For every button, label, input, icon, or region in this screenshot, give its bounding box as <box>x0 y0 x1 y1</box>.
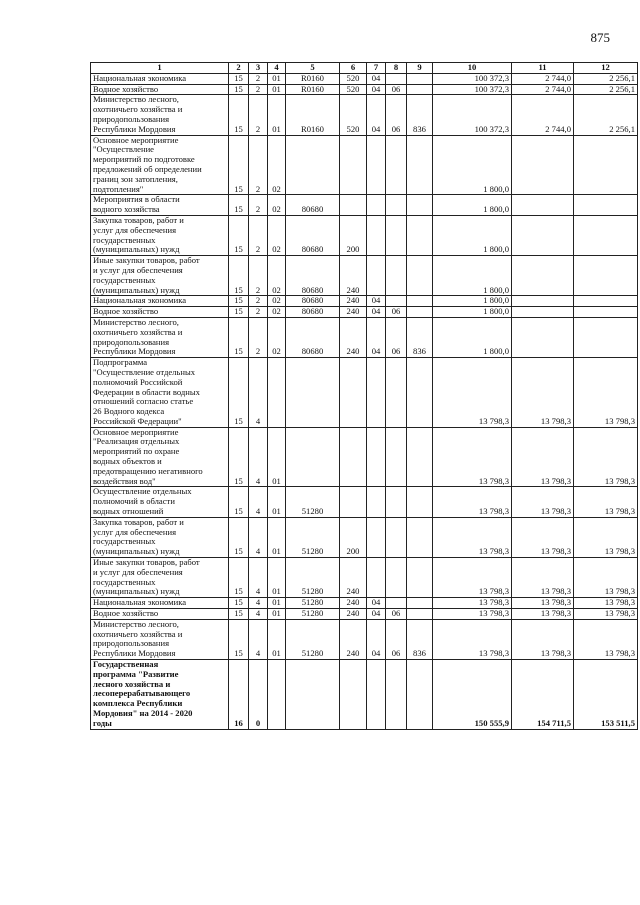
row-value-cell: 13 798,3 <box>574 427 638 487</box>
row-value-cell <box>268 358 286 428</box>
row-value-cell: 1 800,0 <box>433 195 512 216</box>
row-value-cell <box>367 256 386 296</box>
row-value-cell: 04 <box>367 84 386 95</box>
row-value-cell: 15 <box>229 256 249 296</box>
row-value-cell: 02 <box>268 296 286 307</box>
row-value-cell: 2 256,1 <box>574 73 638 84</box>
row-value-cell: 13 798,3 <box>512 487 574 517</box>
header-cell: 8 <box>386 63 407 74</box>
table-row <box>91 195 638 216</box>
row-value-cell: 13 798,3 <box>433 598 512 609</box>
row-value-cell: 80680 <box>286 317 340 357</box>
row-value-cell: 01 <box>268 558 286 598</box>
row-value-cell: 15 <box>229 619 249 659</box>
row-value-cell: 1 800,0 <box>433 296 512 307</box>
row-value-cell <box>574 215 638 255</box>
row-value-cell <box>386 73 407 84</box>
row-name-cell: Министерство лесного, охотничьего хозяйства и природопользования Республики Мордовия <box>91 95 229 135</box>
row-value-cell: 13 798,3 <box>433 358 512 428</box>
row-name-cell: Закупка товаров, работ и услуг для обеспечения государственных (муниципальных) нужд <box>91 215 229 255</box>
row-value-cell <box>407 256 433 296</box>
row-value-cell: 2 <box>249 95 268 135</box>
row-value-cell: 4 <box>249 427 268 487</box>
row-value-cell: 100 372,3 <box>433 73 512 84</box>
row-value-cell <box>386 135 407 195</box>
table-row <box>91 427 638 487</box>
row-value-cell <box>512 195 574 216</box>
table-row <box>91 609 638 620</box>
row-value-cell <box>386 517 407 557</box>
row-value-cell: 15 <box>229 307 249 318</box>
row-value-cell: 15 <box>229 427 249 487</box>
row-value-cell: 06 <box>386 609 407 620</box>
row-value-cell: 13 798,3 <box>433 609 512 620</box>
table-row <box>91 73 638 84</box>
row-value-cell: 240 <box>340 256 367 296</box>
header-cell: 3 <box>249 63 268 74</box>
row-value-cell: 15 <box>229 517 249 557</box>
row-value-cell: 4 <box>249 609 268 620</box>
row-value-cell: 06 <box>386 317 407 357</box>
row-value-cell: 13 798,3 <box>574 619 638 659</box>
row-value-cell: 80680 <box>286 256 340 296</box>
row-name-cell: Иные закупки товаров, работ и услуг для обеспечения государственных (муниципальных) нужд <box>91 256 229 296</box>
header-cell: 11 <box>512 63 574 74</box>
row-value-cell: 15 <box>229 487 249 517</box>
row-value-cell: 2 <box>249 256 268 296</box>
table-row <box>91 598 638 609</box>
row-value-cell: 13 798,3 <box>512 619 574 659</box>
header-cell: 10 <box>433 63 512 74</box>
row-value-cell: 80680 <box>286 215 340 255</box>
table-body <box>91 73 638 729</box>
row-value-cell <box>574 135 638 195</box>
row-value-cell <box>386 358 407 428</box>
row-value-cell <box>386 558 407 598</box>
row-value-cell: 4 <box>249 619 268 659</box>
row-value-cell: 04 <box>367 598 386 609</box>
row-value-cell <box>407 215 433 255</box>
row-value-cell: 51280 <box>286 609 340 620</box>
row-value-cell: 01 <box>268 619 286 659</box>
row-value-cell: 51280 <box>286 598 340 609</box>
table-row <box>91 358 638 428</box>
row-value-cell <box>386 660 407 730</box>
row-name-cell: Иные закупки товаров, работ и услуг для обеспечения государственных (муниципальных) нужд <box>91 558 229 598</box>
row-value-cell <box>367 487 386 517</box>
row-value-cell <box>367 558 386 598</box>
row-value-cell: 240 <box>340 307 367 318</box>
page-number: 875 <box>590 30 610 45</box>
row-value-cell <box>407 296 433 307</box>
row-value-cell: 4 <box>249 487 268 517</box>
row-value-cell: 06 <box>386 95 407 135</box>
row-value-cell <box>340 660 367 730</box>
row-value-cell: 04 <box>367 619 386 659</box>
row-value-cell: 01 <box>268 95 286 135</box>
row-value-cell: 13 798,3 <box>433 517 512 557</box>
row-name-cell: Подпрограмма "Осуществление отдельных полномочий Российской Федерации в области водных отношений согласно статье 26 Водного кодекса Российской Федерации" <box>91 358 229 428</box>
row-value-cell: 240 <box>340 296 367 307</box>
row-value-cell <box>367 358 386 428</box>
table-header-row <box>91 63 638 74</box>
row-value-cell: 51280 <box>286 619 340 659</box>
row-value-cell: 200 <box>340 215 367 255</box>
row-value-cell: 80680 <box>286 195 340 216</box>
row-value-cell: 15 <box>229 215 249 255</box>
row-value-cell <box>407 558 433 598</box>
row-value-cell <box>367 660 386 730</box>
row-name-cell: Водное хозяйство <box>91 84 229 95</box>
row-value-cell <box>407 660 433 730</box>
table-row <box>91 215 638 255</box>
row-value-cell <box>407 84 433 95</box>
budget-table <box>90 62 638 730</box>
row-value-cell: 13 798,3 <box>512 358 574 428</box>
row-value-cell <box>286 358 340 428</box>
row-value-cell <box>367 195 386 216</box>
row-value-cell: 2 744,0 <box>512 84 574 95</box>
row-value-cell: 2 <box>249 73 268 84</box>
row-value-cell <box>512 317 574 357</box>
row-value-cell <box>340 487 367 517</box>
row-name-cell: Национальная экономика <box>91 598 229 609</box>
row-name-cell: Водное хозяйство <box>91 609 229 620</box>
row-value-cell: 15 <box>229 296 249 307</box>
row-value-cell <box>367 215 386 255</box>
row-value-cell: 15 <box>229 135 249 195</box>
row-value-cell: 15 <box>229 558 249 598</box>
row-value-cell: 2 744,0 <box>512 73 574 84</box>
row-value-cell: 13 798,3 <box>512 558 574 598</box>
row-value-cell: 01 <box>268 84 286 95</box>
row-value-cell: 04 <box>367 95 386 135</box>
row-value-cell <box>512 256 574 296</box>
row-value-cell: 836 <box>407 619 433 659</box>
row-name-cell: Национальная экономика <box>91 296 229 307</box>
row-value-cell: 16 <box>229 660 249 730</box>
row-value-cell: 80680 <box>286 296 340 307</box>
row-name-cell: Осуществление отдельных полномочий в области водных отношений <box>91 487 229 517</box>
header-cell: 6 <box>340 63 367 74</box>
row-value-cell: 4 <box>249 358 268 428</box>
row-name-cell: Водное хозяйство <box>91 307 229 318</box>
row-value-cell: R0160 <box>286 73 340 84</box>
row-value-cell: 1 800,0 <box>433 135 512 195</box>
row-value-cell: 520 <box>340 95 367 135</box>
row-value-cell: 100 372,3 <box>433 84 512 95</box>
row-value-cell: 240 <box>340 558 367 598</box>
row-value-cell: 01 <box>268 598 286 609</box>
row-value-cell: 2 <box>249 84 268 95</box>
table-row <box>91 517 638 557</box>
row-value-cell <box>386 598 407 609</box>
row-value-cell: 51280 <box>286 487 340 517</box>
row-value-cell <box>574 296 638 307</box>
table-row <box>91 135 638 195</box>
row-value-cell: 154 711,5 <box>512 660 574 730</box>
row-value-cell <box>574 256 638 296</box>
row-value-cell <box>386 427 407 487</box>
row-value-cell <box>407 307 433 318</box>
row-value-cell: 4 <box>249 517 268 557</box>
row-value-cell <box>574 317 638 357</box>
row-value-cell: 13 798,3 <box>512 517 574 557</box>
row-name-cell: Национальная экономика <box>91 73 229 84</box>
row-value-cell: 2 <box>249 135 268 195</box>
row-value-cell <box>407 427 433 487</box>
table-row <box>91 256 638 296</box>
row-value-cell: 1 800,0 <box>433 215 512 255</box>
row-value-cell: 13 798,3 <box>512 598 574 609</box>
row-value-cell: R0160 <box>286 84 340 95</box>
row-value-cell: 2 744,0 <box>512 95 574 135</box>
row-value-cell <box>386 215 407 255</box>
row-value-cell: 13 798,3 <box>574 517 638 557</box>
header-cell: 1 <box>91 63 229 74</box>
table-row <box>91 84 638 95</box>
row-value-cell: 2 <box>249 195 268 216</box>
row-value-cell: 06 <box>386 619 407 659</box>
row-value-cell: 01 <box>268 73 286 84</box>
row-value-cell: 13 798,3 <box>574 558 638 598</box>
row-value-cell: 13 798,3 <box>574 487 638 517</box>
header-cell: 7 <box>367 63 386 74</box>
row-value-cell: 520 <box>340 84 367 95</box>
row-value-cell: 06 <box>386 84 407 95</box>
row-value-cell <box>340 135 367 195</box>
row-value-cell <box>286 135 340 195</box>
row-value-cell: 2 <box>249 215 268 255</box>
row-value-cell: 13 798,3 <box>433 619 512 659</box>
row-value-cell <box>407 517 433 557</box>
row-value-cell: 15 <box>229 358 249 428</box>
row-value-cell: 80680 <box>286 307 340 318</box>
row-value-cell <box>407 598 433 609</box>
header-cell: 4 <box>268 63 286 74</box>
row-value-cell <box>386 256 407 296</box>
row-value-cell: 01 <box>268 427 286 487</box>
row-value-cell <box>512 135 574 195</box>
row-value-cell: 51280 <box>286 517 340 557</box>
row-value-cell: 15 <box>229 73 249 84</box>
row-value-cell: 200 <box>340 517 367 557</box>
row-name-cell: Министерство лесного, охотничьего хозяйства и природопользования Республики Мордовия <box>91 317 229 357</box>
row-value-cell <box>268 660 286 730</box>
row-value-cell: 2 256,1 <box>574 95 638 135</box>
row-value-cell: 15 <box>229 598 249 609</box>
row-value-cell: 2 <box>249 317 268 357</box>
row-value-cell: 02 <box>268 135 286 195</box>
table-row <box>91 296 638 307</box>
row-value-cell: 240 <box>340 317 367 357</box>
row-name-cell: Государственная программа "Развитие лесного хозяйства и лесоперерабатывающего комплекса Республики Мордовия" на 2014 - 2020 годы <box>91 660 229 730</box>
table-row <box>91 558 638 598</box>
table-row <box>91 619 638 659</box>
row-value-cell: 520 <box>340 73 367 84</box>
row-value-cell <box>512 296 574 307</box>
row-value-cell: 4 <box>249 558 268 598</box>
row-value-cell: 02 <box>268 195 286 216</box>
row-value-cell: 0 <box>249 660 268 730</box>
row-value-cell: 15 <box>229 195 249 216</box>
row-value-cell: 01 <box>268 487 286 517</box>
row-value-cell <box>367 135 386 195</box>
row-value-cell <box>340 195 367 216</box>
table-row <box>91 487 638 517</box>
row-value-cell <box>367 427 386 487</box>
row-value-cell: 1 800,0 <box>433 317 512 357</box>
row-value-cell: 04 <box>367 307 386 318</box>
row-value-cell: 153 511,5 <box>574 660 638 730</box>
row-value-cell <box>512 307 574 318</box>
row-value-cell: 02 <box>268 317 286 357</box>
row-value-cell: 240 <box>340 619 367 659</box>
row-value-cell: 15 <box>229 609 249 620</box>
row-value-cell <box>286 427 340 487</box>
row-value-cell: 04 <box>367 609 386 620</box>
row-name-cell: Основное мероприятие "Осуществление мероприятий по подготовке предложений об определении границ зон затопления, подтопления" <box>91 135 229 195</box>
row-value-cell <box>386 487 407 517</box>
row-value-cell: 13 798,3 <box>433 487 512 517</box>
row-value-cell: 2 <box>249 307 268 318</box>
row-value-cell: 15 <box>229 95 249 135</box>
row-value-cell: 13 798,3 <box>433 427 512 487</box>
row-value-cell: 01 <box>268 609 286 620</box>
header-cell: 5 <box>286 63 340 74</box>
row-value-cell: 51280 <box>286 558 340 598</box>
row-value-cell: 04 <box>367 73 386 84</box>
row-value-cell: 02 <box>268 256 286 296</box>
row-value-cell: 04 <box>367 317 386 357</box>
row-value-cell: 15 <box>229 317 249 357</box>
table-row <box>91 317 638 357</box>
row-value-cell: 13 798,3 <box>574 609 638 620</box>
row-value-cell: 01 <box>268 517 286 557</box>
row-value-cell <box>407 358 433 428</box>
table-row <box>91 660 638 730</box>
row-value-cell <box>340 427 367 487</box>
header-cell: 12 <box>574 63 638 74</box>
row-value-cell: 100 372,3 <box>433 95 512 135</box>
row-value-cell: 2 <box>249 296 268 307</box>
row-value-cell <box>407 135 433 195</box>
row-value-cell <box>386 296 407 307</box>
row-value-cell: 02 <box>268 307 286 318</box>
row-value-cell: 02 <box>268 215 286 255</box>
row-value-cell: 150 555,9 <box>433 660 512 730</box>
row-value-cell <box>407 73 433 84</box>
row-value-cell <box>367 517 386 557</box>
header-cell: 9 <box>407 63 433 74</box>
row-value-cell <box>407 487 433 517</box>
row-name-cell: Основное мероприятие "Реализация отдельных мероприятий по охране водных объектов и предотвращению негативного воздействия вод" <box>91 427 229 487</box>
row-value-cell: 240 <box>340 598 367 609</box>
row-value-cell: 836 <box>407 95 433 135</box>
row-name-cell: Закупка товаров, работ и услуг для обеспечения государственных (муниципальных) нужд <box>91 517 229 557</box>
row-value-cell <box>407 195 433 216</box>
table-row <box>91 307 638 318</box>
row-name-cell: Мероприятия в области водного хозяйства <box>91 195 229 216</box>
row-value-cell: 13 798,3 <box>574 358 638 428</box>
row-value-cell: 1 800,0 <box>433 307 512 318</box>
row-value-cell <box>340 358 367 428</box>
row-value-cell: 4 <box>249 598 268 609</box>
row-value-cell <box>386 195 407 216</box>
row-value-cell: 13 798,3 <box>512 427 574 487</box>
row-value-cell <box>574 195 638 216</box>
row-value-cell: 06 <box>386 307 407 318</box>
row-value-cell: 2 256,1 <box>574 84 638 95</box>
header-cell: 2 <box>229 63 249 74</box>
row-value-cell: 1 800,0 <box>433 256 512 296</box>
row-value-cell <box>407 609 433 620</box>
row-value-cell <box>574 307 638 318</box>
row-name-cell: Министерство лесного, охотничьего хозяйства и природопользования Республики Мордовия <box>91 619 229 659</box>
row-value-cell: 13 798,3 <box>512 609 574 620</box>
row-value-cell: 04 <box>367 296 386 307</box>
row-value-cell: 240 <box>340 609 367 620</box>
row-value-cell: 13 798,3 <box>433 558 512 598</box>
row-value-cell: 13 798,3 <box>574 598 638 609</box>
table-row <box>91 95 638 135</box>
row-value-cell: 15 <box>229 84 249 95</box>
row-value-cell: R0160 <box>286 95 340 135</box>
row-value-cell <box>286 660 340 730</box>
row-value-cell: 836 <box>407 317 433 357</box>
row-value-cell <box>512 215 574 255</box>
